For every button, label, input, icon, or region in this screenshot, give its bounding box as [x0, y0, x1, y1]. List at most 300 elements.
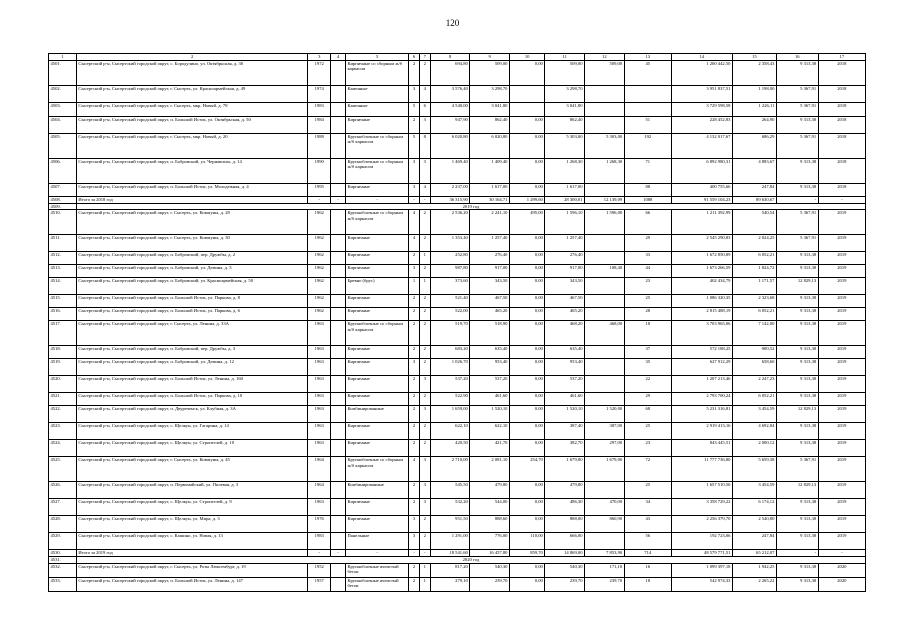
table-cell: 2019: [818, 457, 865, 482]
table-cell: 29: [624, 393, 671, 406]
table-cell: 467,50: [545, 295, 585, 308]
table-cell: 171,10: [585, 563, 625, 577]
table-cell: Кирпичные: [345, 359, 408, 376]
table-row: [49, 103, 866, 117]
table-cell: 468,20: [545, 321, 585, 346]
column-number: 4: [330, 54, 345, 61]
table-cell: 4: [409, 457, 420, 482]
table-cell: 544,00: [470, 499, 510, 516]
table-cell: 1962: [308, 210, 331, 235]
table-cell: 1 353,40: [430, 235, 470, 252]
year-total-row: [49, 550, 866, 557]
table-cell: 2: [409, 295, 420, 308]
table-cell: 34: [624, 499, 671, 516]
table-cell: 1 291,00: [430, 533, 470, 550]
table-row: [49, 406, 866, 423]
table-cell: 2 000,12: [732, 440, 776, 457]
table-cell: 2: [409, 321, 420, 346]
table-cell: [330, 577, 345, 591]
table-cell: 465,20: [470, 308, 510, 321]
table-cell: 1963: [308, 376, 331, 393]
row-number: 4505.: [49, 134, 77, 159]
address-cell: Сысертский р-н, Сысертский городской округ, п. Бобровский, ул. Демина, д. 5: [76, 265, 308, 278]
row-number: 4510.: [49, 210, 77, 235]
table-cell: 1990: [308, 159, 331, 184]
address-cell: Сысертский р-н, Сысертский городской округ, п. Бобровский, ул. Демина, д. 12: [76, 359, 308, 376]
table-cell: 2: [409, 563, 420, 577]
table-cell: [330, 295, 345, 308]
table-cell: 4: [409, 235, 420, 252]
table-cell: 2 815 488,19: [671, 308, 732, 321]
table-cell: 1984: [308, 117, 331, 134]
table-cell: 0,00: [509, 61, 544, 86]
table-cell: 5 659,38: [732, 457, 776, 482]
table-cell: 1974: [308, 86, 331, 103]
table-cell: 2 237,00: [430, 184, 470, 197]
table-cell: 0,00: [509, 159, 544, 184]
table-cell: 9 313,38: [776, 499, 818, 516]
address-cell: Сысертский р-н, Сысертский городской округ, г. Сысерть, ул. Ленина, д. 33А: [76, 321, 308, 346]
table-cell: 9 313,38: [776, 376, 818, 393]
row-number: 4518.: [49, 346, 77, 359]
year-label: 2019 год: [76, 204, 865, 210]
address-cell: Сысертский р-н, Сысертский городской округ, п. Большой Исток, ул. Паркова, д. 8: [76, 295, 308, 308]
table-cell: 2 241,10: [470, 210, 510, 235]
row-number: 4533.: [49, 577, 77, 591]
table-cell: 4 883,67: [732, 159, 776, 184]
table-cell: 1963: [308, 423, 331, 440]
table-cell: 65 212,07: [732, 550, 776, 557]
table-cell: 2018: [818, 184, 865, 197]
table-cell: 2: [409, 393, 420, 406]
table-cell: 2019: [818, 346, 865, 359]
table-cell: [330, 278, 345, 295]
row-number: 4501.: [49, 61, 77, 86]
table-row: [49, 308, 866, 321]
table-cell: 2: [419, 393, 430, 406]
table-cell: 1963: [308, 321, 331, 346]
table-cell: 1 520,10: [545, 406, 585, 423]
table-cell: 1: [419, 278, 430, 295]
table-cell: 2: [409, 376, 420, 393]
table-cell: -: [345, 550, 408, 557]
table-cell: 2: [419, 440, 430, 457]
table-cell: -: [419, 550, 430, 557]
table-cell: 297,00: [585, 440, 625, 457]
table-cell: [509, 86, 544, 103]
table-cell: 635,40: [470, 346, 510, 359]
table-cell: [624, 86, 671, 103]
table-cell: 2: [409, 406, 420, 423]
table-cell: 1 099 397,18: [671, 563, 732, 577]
table-cell: 1 596,10: [545, 210, 585, 235]
row-number: 4530.: [49, 550, 77, 557]
address-cell: Сысертский р-н, Сысертский городской округ, п. Бобровский, ул. Красноармейская, д. 50: [76, 278, 308, 295]
table-cell: 2019: [818, 482, 865, 499]
column-number: 8: [430, 54, 470, 61]
table-cell: 247,84: [732, 533, 776, 550]
table-cell: 3: [419, 482, 430, 499]
table-cell: 1 520,10: [470, 406, 510, 423]
table-row: [49, 210, 866, 235]
table-cell: 953,40: [545, 359, 585, 376]
table-cell: [585, 235, 625, 252]
table-cell: Кирпичные: [345, 117, 408, 134]
table-cell: 2: [409, 61, 420, 86]
table-cell: [330, 265, 345, 278]
table-cell: 9 313,38: [776, 423, 818, 440]
table-cell: 2 536,20: [430, 210, 470, 235]
table-cell: 3: [409, 359, 420, 376]
table-cell: 3: [409, 86, 420, 103]
table-cell: [585, 482, 625, 499]
table-cell: 402 434,79: [671, 278, 732, 295]
table-cell: 7 853,90: [585, 550, 625, 557]
address-cell: Сысертский р-н, Сысертский городской округ, с. Щелкун, ул. Гагарина, д. 14: [76, 423, 308, 440]
column-number: 2: [76, 54, 308, 61]
table-cell: 9 313,38: [776, 295, 818, 308]
table-cell: 56: [624, 533, 671, 550]
table-cell: 2: [419, 210, 430, 235]
table-cell: Кирпичные: [345, 235, 408, 252]
table-cell: [330, 184, 345, 197]
table-cell: [330, 457, 345, 482]
table-cell: 518,90: [470, 321, 510, 346]
table-cell: 3 454,59: [732, 482, 776, 499]
table-cell: 1962: [308, 278, 331, 295]
table-cell: 3: [419, 457, 430, 482]
table-cell: 1 672 850,89: [671, 252, 732, 265]
table-cell: 421,70: [470, 440, 510, 457]
table-cell: 2019: [818, 440, 865, 457]
table-cell: [624, 103, 671, 117]
row-number: 4503.: [49, 103, 77, 117]
table-cell: -: [308, 550, 331, 557]
table-cell: 29: [624, 235, 671, 252]
table-cell: 343,50: [545, 278, 585, 295]
column-number: 10: [509, 54, 544, 61]
table-cell: 2018: [818, 86, 865, 103]
table-cell: 572 188,25: [671, 346, 732, 359]
table-row: [49, 252, 866, 265]
address-cell: Сысертский р-н, Сысертский городской округ, п. Большой Исток, ул. Октябрьская, д. 50: [76, 117, 308, 134]
table-cell: 343,50: [470, 278, 510, 295]
table-cell: 420,50: [430, 440, 470, 457]
table-cell: -: [330, 550, 345, 557]
table-cell: -: [776, 197, 818, 204]
table-cell: 1963: [308, 359, 331, 376]
table-cell: 900,52: [732, 346, 776, 359]
table-cell: 635,40: [545, 346, 585, 359]
table-row: [49, 359, 866, 376]
table-row: [49, 117, 866, 134]
table-cell: [330, 376, 345, 393]
table-cell: 6 020,80: [430, 134, 470, 159]
table-cell: 1 659,00: [430, 406, 470, 423]
address-cell: Сысертский р-н, Сысертский городской округ, г. Сысерть, ул. Коммуны, д. 30: [76, 235, 308, 252]
table-cell: 2019: [818, 265, 865, 278]
table-cell: 2: [409, 499, 420, 516]
table-cell: 1962: [308, 265, 331, 278]
table-cell: 0,00: [509, 295, 544, 308]
column-number: 13: [624, 54, 671, 61]
table-row: [49, 482, 866, 499]
table-cell: Комбинированные: [345, 406, 408, 423]
table-cell: 1 026,70: [430, 359, 470, 376]
table-cell: 192 723,06: [671, 533, 732, 550]
table-cell: 5: [409, 103, 420, 117]
table-cell: [585, 295, 625, 308]
table-cell: 1 198,00: [732, 86, 776, 103]
table-cell: 2: [419, 235, 430, 252]
table-cell: 0,00: [509, 235, 544, 252]
table-cell: 6: [419, 103, 430, 117]
table-cell: [330, 499, 345, 516]
table-cell: 2: [419, 516, 430, 533]
row-number: 4512.: [49, 252, 77, 265]
table-cell: 465,20: [545, 308, 585, 321]
table-cell: Бревно (брус): [345, 278, 408, 295]
table-row: [49, 235, 866, 252]
table-cell: 627 912,29: [671, 359, 732, 376]
table-cell: 2: [409, 423, 420, 440]
column-number: 9: [470, 54, 510, 61]
table-cell: [330, 482, 345, 499]
table-cell: Кирпичные: [345, 423, 408, 440]
table-cell: [585, 184, 625, 197]
table-cell: 192: [624, 134, 671, 159]
table-cell: 917,00: [545, 265, 585, 278]
address-cell: Сысертский р-н, Сысертский городской округ, п. Большой Исток, ул. Паркова, д. 6: [76, 308, 308, 321]
address-cell: Сысертский р-н, Сысертский городской округ, п. Бобровский, пер. Дружбы, д. 3: [76, 346, 308, 359]
table-cell: 537,20: [430, 376, 470, 393]
table-cell: 0,00: [509, 117, 544, 134]
table-cell: 0,00: [509, 265, 544, 278]
table-cell: [330, 103, 345, 117]
table-cell: 2018: [818, 61, 865, 86]
table-row: [49, 376, 866, 393]
table-cell: 622,10: [470, 423, 510, 440]
table-cell: 247,84: [732, 184, 776, 197]
table-cell: 2 247,23: [732, 376, 776, 393]
table-cell: 542 974,33: [671, 577, 732, 591]
table-cell: 2 024,25: [732, 235, 776, 252]
table-cell: [585, 359, 625, 376]
table-cell: 2: [409, 252, 420, 265]
table-cell: 16 457,80: [470, 550, 510, 557]
table-cell: 1962: [308, 308, 331, 321]
table-cell: 509,00: [470, 61, 510, 86]
row-number: 4523.: [49, 423, 77, 440]
table-cell: 30 164,71: [470, 197, 510, 204]
table-cell: 9 313,38: [776, 346, 818, 359]
row-number: 4525.: [49, 457, 77, 482]
table-cell: 461,60: [545, 393, 585, 406]
table-cell: Кирпичные: [345, 295, 408, 308]
table-cell: 522,00: [430, 308, 470, 321]
table-cell: -: [409, 550, 420, 557]
table-cell: 666,00: [545, 533, 585, 550]
table-cell: Кирпичные со сборным ж/б каркасом: [345, 61, 408, 86]
table-cell: 18: [624, 577, 671, 591]
table-cell: 28 300,01: [545, 197, 585, 204]
table-cell: 1: [409, 278, 420, 295]
row-number: 4504.: [49, 117, 77, 134]
table-cell: 1 617,00: [545, 184, 585, 197]
table-cell: Крупноблочные со сборным ж/б каркасом: [345, 321, 408, 346]
table-cell: 2 919 413,16: [671, 423, 732, 440]
table-row: [49, 184, 866, 197]
table-cell: 3 454,59: [732, 406, 776, 423]
table-cell: Крупноблочные ячеистый бетон: [345, 577, 408, 591]
table-cell: 5 231 316,81: [671, 406, 732, 423]
table-cell: 2 323,68: [732, 295, 776, 308]
table-cell: 9 313,38: [776, 577, 818, 591]
table-cell: 1 673 266,59: [671, 265, 732, 278]
table-cell: 110,00: [509, 533, 544, 550]
row-number: 4528.: [49, 516, 77, 533]
table-cell: 12 829,13: [776, 482, 818, 499]
table-cell: 0,00: [509, 516, 544, 533]
table-cell: 1962: [308, 252, 331, 265]
table-cell: -: [818, 550, 865, 557]
table-cell: 859,70: [509, 550, 544, 557]
table-cell: 1 617,00: [470, 184, 510, 197]
address-cell: Сысертский р-н, Сысертский городской округ, с. Кашино, ул. Новая, д. 13: [76, 533, 308, 550]
table-cell: 3 041,80: [470, 103, 510, 117]
table-cell: 108,40: [585, 265, 625, 278]
table-cell: 9 313,38: [776, 265, 818, 278]
table-cell: 1 200 442,50: [671, 61, 732, 86]
table-cell: Кирпичные: [345, 376, 408, 393]
table-cell: Крупноблочные ячеистый бетон: [345, 563, 408, 577]
table-cell: 1988: [308, 134, 331, 159]
address-cell: Сысертский р-н, Сысертский городской округ, г. Сысерть, ул. Розы Люксембург, д. 19: [76, 563, 308, 577]
table-cell: 1 207 213,46: [671, 376, 732, 393]
table-cell: [330, 440, 345, 457]
table-cell: 9 313,38: [776, 308, 818, 321]
table-cell: 467,50: [470, 295, 510, 308]
row-number: 4531.: [49, 557, 77, 563]
table-cell: Каменные: [345, 103, 408, 117]
table-cell: 12 139,09: [585, 197, 625, 204]
address-cell: Сысертский р-н, Сысертский городской округ, п. Бобровский, пер. Дружбы, д. 2: [76, 252, 308, 265]
table-cell: 3: [409, 159, 420, 184]
table-cell: 2: [409, 577, 420, 591]
table-cell: 2 265,22: [732, 577, 776, 591]
table-cell: Крупноблочные со сборным ж/б каркасом: [345, 210, 408, 235]
address-cell: Сысертский р-н, Сысертский городской округ, п. Большой Исток, ул. Ленина, д. 160: [76, 376, 308, 393]
table-cell: [585, 278, 625, 295]
table-cell: 66: [624, 210, 671, 235]
table-cell: 776,00: [470, 533, 510, 550]
table-cell: [330, 393, 345, 406]
table-cell: 14 869,00: [545, 550, 585, 557]
table-cell: 25: [624, 482, 671, 499]
table-cell: 862,40: [545, 117, 585, 134]
table-cell: 71: [624, 159, 671, 184]
table-row: [49, 563, 866, 577]
table-cell: 1: [419, 252, 430, 265]
table-cell: 2: [409, 117, 420, 134]
table-cell: 537,20: [470, 376, 510, 393]
table-cell: 387,40: [545, 423, 585, 440]
table-cell: 522,90: [430, 393, 470, 406]
table-cell: 2: [419, 308, 430, 321]
table-cell: 1 257,40: [470, 235, 510, 252]
table-cell: 1 657 510,56: [671, 482, 732, 499]
table-cell: 0,00: [509, 321, 544, 346]
table-cell: 2: [419, 295, 430, 308]
table-cell: 2019: [818, 295, 865, 308]
table-row: [49, 423, 866, 440]
table-cell: 987,80: [430, 265, 470, 278]
table-cell: 2: [409, 346, 420, 359]
table-row: [49, 577, 866, 591]
table-cell: 1 824,72: [732, 265, 776, 278]
table-row: [49, 278, 866, 295]
column-number: 14: [671, 54, 732, 61]
table-cell: [330, 346, 345, 359]
table-cell: 5 367,91: [776, 134, 818, 159]
row-number: 4519.: [49, 359, 77, 376]
table-cell: 264,90: [732, 117, 776, 134]
table-cell: Каменные: [345, 86, 408, 103]
table-cell: 9 313,38: [776, 321, 818, 346]
table-cell: 917,00: [470, 265, 510, 278]
table-cell: Кирпичные: [345, 440, 408, 457]
table-cell: [585, 252, 625, 265]
address-cell: Сысертский р-н, Сысертский городской округ, с. Бородулино, ул. Октябрьская, д. 30: [76, 61, 308, 86]
table-cell: 22: [624, 376, 671, 393]
row-number: 4514.: [49, 278, 77, 295]
table-cell: 0,00: [509, 278, 544, 295]
table-cell: 1: [419, 563, 430, 577]
table-cell: 6 892 980,31: [671, 159, 732, 184]
table-cell: 0,00: [509, 563, 544, 577]
table-cell: 1 299,60: [509, 197, 544, 204]
address-cell: Сысертский р-н, Сысертский городской округ, г. Сысерть, ул. Коммуны, д. 28: [76, 210, 308, 235]
table-cell: 89 630,67: [732, 197, 776, 204]
table-cell: 239,70: [585, 577, 625, 591]
table-cell: 1983: [308, 533, 331, 550]
row-number: 4521.: [49, 393, 77, 406]
table-cell: 1 211 392,99: [671, 210, 732, 235]
table-cell: [585, 533, 625, 550]
table-cell: [585, 346, 625, 359]
table-cell: Кирпичные: [345, 346, 408, 359]
table-cell: 2: [419, 359, 430, 376]
table-cell: 860,90: [585, 516, 625, 533]
table-cell: 5 367,91: [776, 210, 818, 235]
table-cell: 51: [624, 117, 671, 134]
table-cell: 532,20: [430, 499, 470, 516]
row-number: 4522.: [49, 406, 77, 423]
table-cell: [330, 359, 345, 376]
table-cell: 2: [409, 440, 420, 457]
table-cell: [330, 423, 345, 440]
table-cell: 1964: [308, 457, 331, 482]
table-cell: 1 679,00: [585, 457, 625, 482]
table-cell: 622,10: [430, 423, 470, 440]
table-cell: [585, 117, 625, 134]
table-cell: 9 313,38: [776, 61, 818, 86]
table-cell: 6 020,80: [470, 134, 510, 159]
table-cell: Кирпичные: [345, 308, 408, 321]
table-cell: 2019: [818, 393, 865, 406]
table-cell: -: [409, 197, 420, 204]
table-cell: 4 132 017,67: [671, 134, 732, 159]
